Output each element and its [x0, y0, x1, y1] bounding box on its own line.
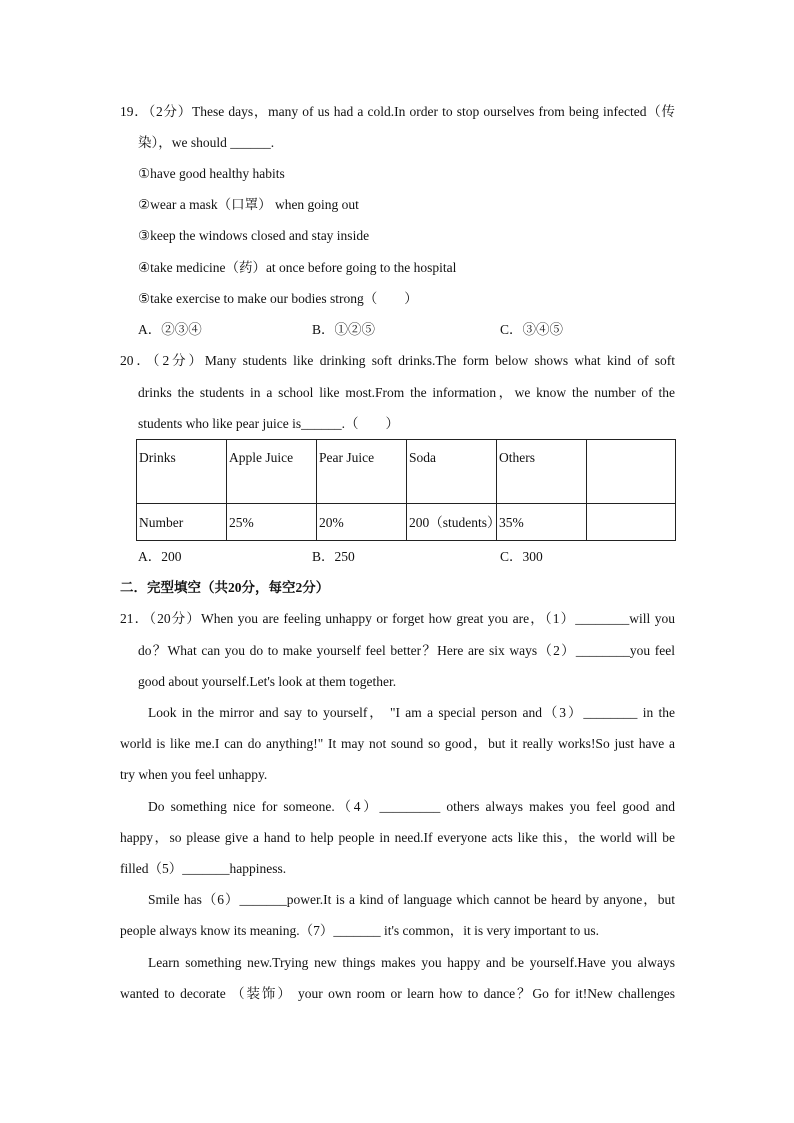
q21-line: people always know its meaning.（7）_______ it's common，it is very important to us. [120, 923, 600, 938]
table-header-cell: Drinks [137, 440, 227, 504]
section-heading: 二．完型填空（共20分，每空2分） [120, 580, 330, 595]
q20-stem-line-3: students who like pear juice is______.（ ） [138, 416, 399, 431]
q21-line: world is like me.I can do anything!" It may not sound so good，but it really works!So just have a [120, 736, 675, 751]
q21-line: Do something nice for someone.（4）_________ others always makes you feel good and [148, 799, 675, 814]
table-header-cell: Apple Juice [227, 440, 317, 504]
table-header-cell [587, 440, 676, 504]
q19-item-3: ③keep the windows closed and stay inside [138, 228, 370, 243]
q21-line: Learn something new.Trying new things makes you happy and be yourself.Have you always [148, 955, 675, 970]
q19-item-2: ②wear a mask（口罩） when going out [138, 197, 359, 212]
table-header-cell: Others [497, 440, 587, 504]
table-row [137, 440, 676, 504]
q19-option-c[interactable]: C．③④⑤ [500, 322, 564, 337]
table-cell: 35% [497, 504, 587, 541]
table-row [137, 504, 676, 541]
q21-line: wanted to decorate （装饰） your own room or learn how to dance？Go for it!New challenges [120, 986, 675, 1001]
q19-option-b[interactable]: B．①②⑤ [312, 322, 376, 337]
table-cell: Number [137, 504, 227, 541]
table-header-cell: Soda [407, 440, 497, 504]
q19-option-a[interactable]: A．②③④ [138, 322, 202, 337]
q19-item-1: ①have good healthy habits [138, 166, 285, 181]
q21-line: 21．（20分）When you are feeling unhappy or forget how great you are，（1）________will you [120, 611, 675, 626]
q21-line: try when you feel unhappy. [120, 767, 268, 782]
table-cell: 25% [227, 504, 317, 541]
q19-stem-line-2: 染），we should ______. [138, 135, 275, 150]
table-cell [587, 504, 676, 541]
table-header-cell: Pear Juice [317, 440, 407, 504]
drinks-table [136, 439, 676, 541]
q21-line: filled（5）_______happiness. [120, 861, 287, 876]
q21-line: do？What can you do to make yourself feel better？Here are six ways（2）________you feel [138, 643, 675, 658]
q20-option-b[interactable]: B．250 [312, 549, 355, 564]
q19-item-5: ⑤take exercise to make our bodies strong（ ） [138, 291, 418, 306]
q19-stem-line-1: 19．（2分）These days，many of us had a cold.In order to stop ourselves from being infected（传 [120, 104, 675, 119]
q20-stem-line-1: 20．（2分）Many students like drinking soft drinks.The form below shows what kind of soft [120, 353, 675, 368]
table-cell: 20% [317, 504, 407, 541]
q21-line: Smile has（6）_______power.It is a kind of language which cannot be heard by anyone，but [148, 892, 675, 907]
q20-option-c[interactable]: C．300 [500, 549, 543, 564]
q20-stem-line-2: drinks the students in a school like most.From the information，we know the number of the [138, 385, 675, 400]
q21-line: good about yourself.Let's look at them together. [138, 674, 397, 689]
q19-item-4: ④take medicine（药）at once before going to the hospital [138, 260, 457, 275]
q21-line: Look in the mirror and say to yourself， "I am a special person and（3）________ in the [148, 705, 675, 720]
q21-line: happy，so please give a hand to help people in need.If everyone acts like this，the world will be [120, 830, 675, 845]
table-cell: 200（students） [407, 504, 497, 541]
q20-option-a[interactable]: A．200 [138, 549, 182, 564]
